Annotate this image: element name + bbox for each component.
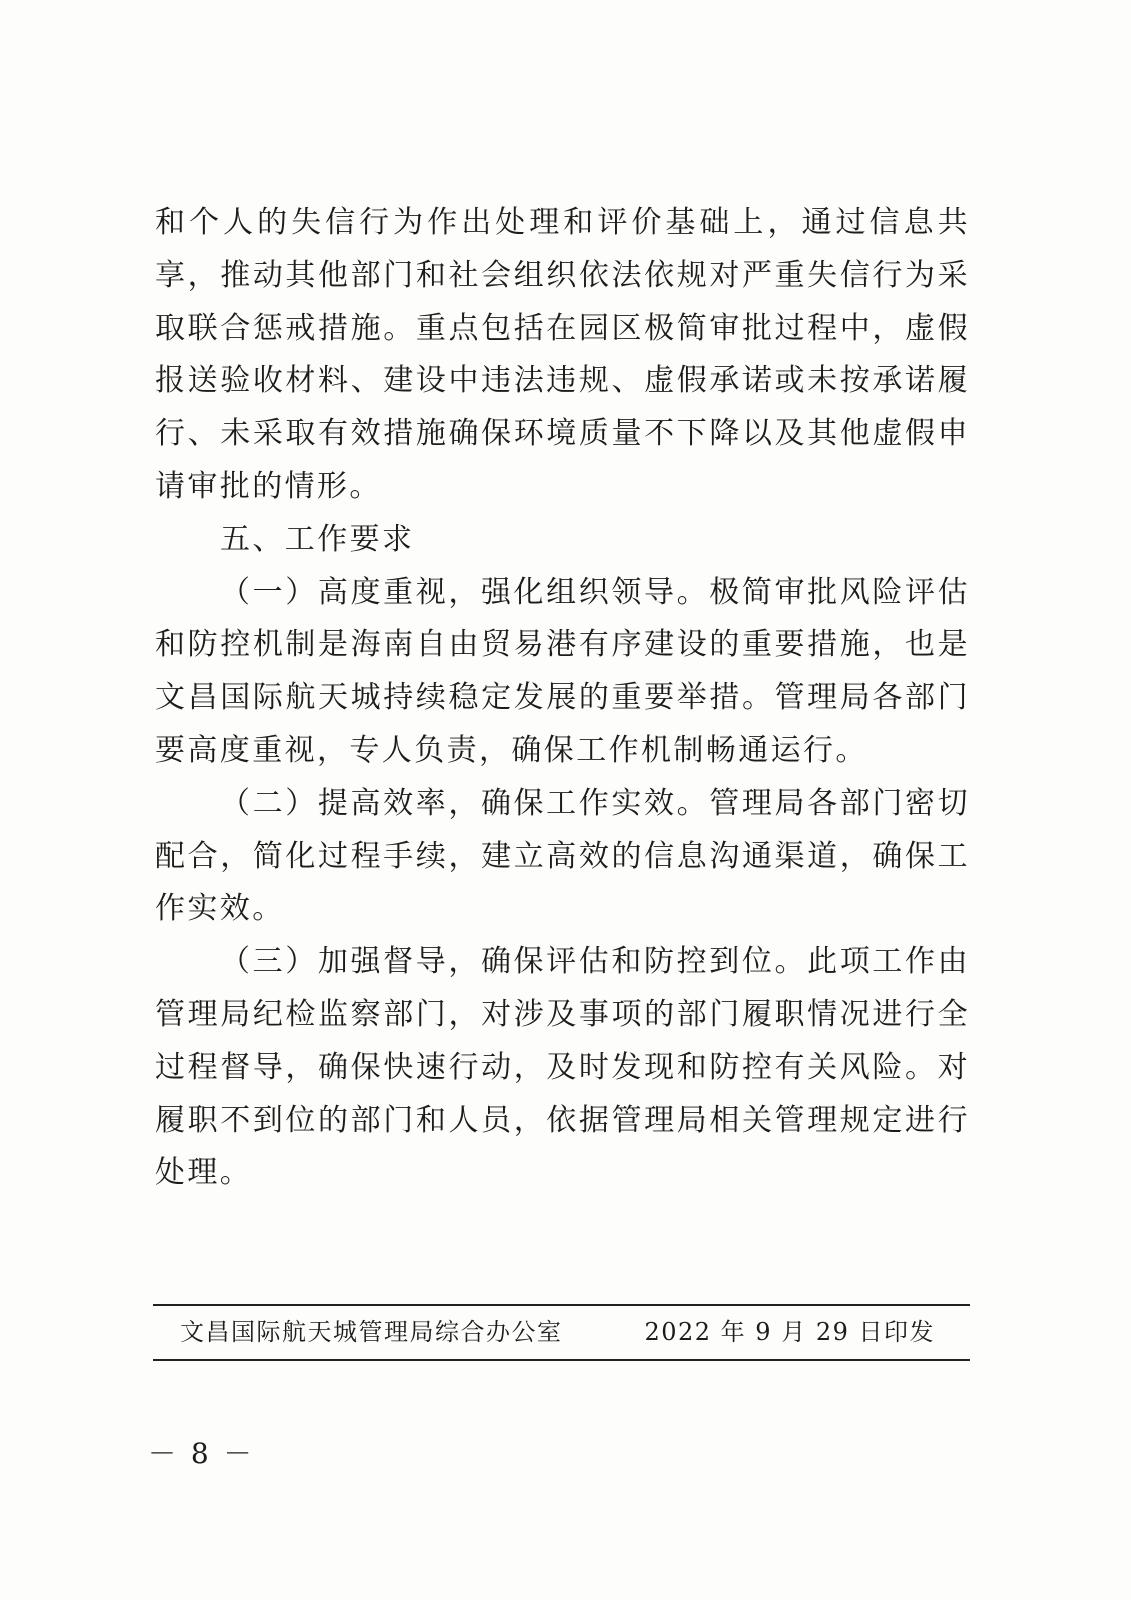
requirement-paragraph-3: （三）加强督导，确保评估和防控到位。此项工作由管理局纪检监察部门，对涉及事项的部门履职情况进行全过程督导，确保快速行动，及时发现和防控有关风险。对履职不到位的部门和人员，依据管理局相关管理规定进行处理。 [155,944,970,1191]
continued-paragraph: 和个人的失信行为作出处理和评价基础上，通过信息共享，推动其他部门和社会组织依法依规对严重失信行为采取联合惩戒措施。重点包括在园区极简审批过程中，虚假报送验收材料、建设中违法违规、虚假承诺或未按承诺履行、未采取有效措施确保环境质量不下降以及其他虚假申请审批的情形。 [155,205,970,504]
document-body [155,197,970,1200]
footer-bottom-rule [153,1359,970,1361]
footer-top-rule [153,1304,970,1306]
issuing-office: 文昌国际航天城管理局综合办公室 [180,1318,563,1346]
requirement-paragraph-2: （二）提高效率，确保工作实效。管理局各部门密切配合，简化过程手续，建立高效的信息沟通渠道，确保工作实效。 [155,785,970,927]
issue-date: 2022 年 9 月 29 日印发 [644,1318,935,1346]
section-heading: 五、工作要求 [220,521,415,557]
requirement-paragraph-1: （一）高度重视，强化组织领导。极简审批风险评估和防控机制是海南自由贸易港有序建设的重要措施，也是文昌国际航天城持续稳定发展的重要举措。管理局各部门要高度重视，专人负责，确保工作机制畅通运行。 [155,574,970,768]
page-number: － 8 － [148,1437,255,1470]
